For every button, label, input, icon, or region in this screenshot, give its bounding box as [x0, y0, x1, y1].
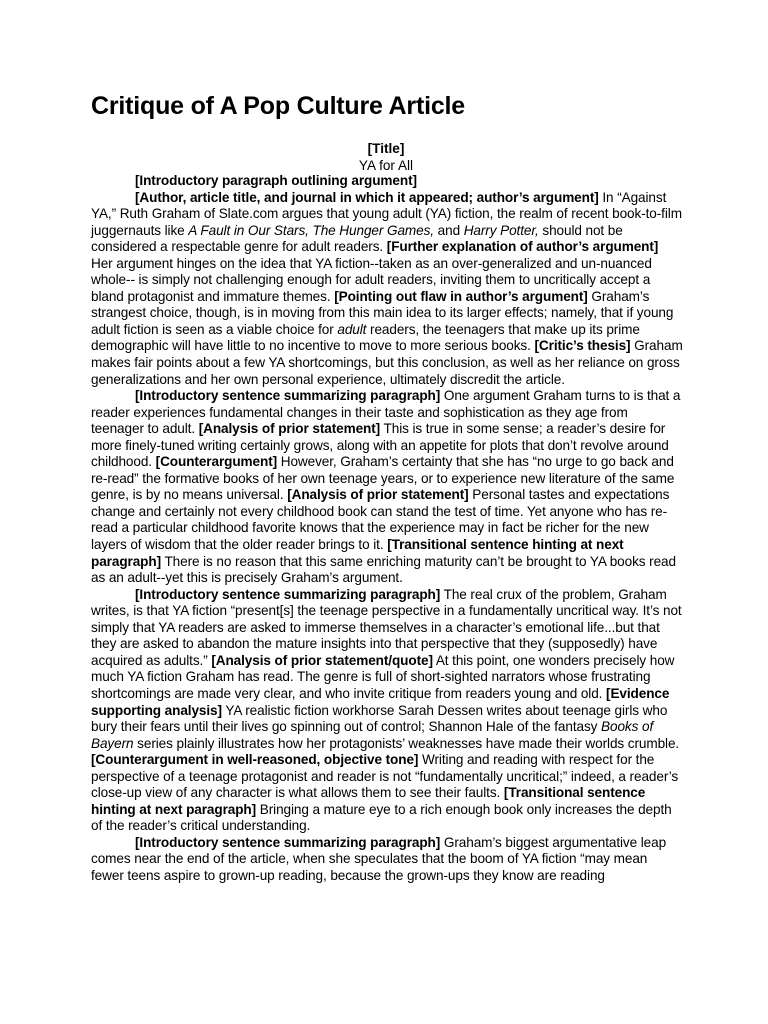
tag: [Counterargument in well-reasoned, objective tone] — [91, 752, 419, 768]
tag: [Introductory paragraph outlining argument] — [135, 173, 417, 188]
paragraph-3 — [91, 587, 683, 835]
text: series plainly illustrates how her protagonists’ weaknesses have made their worlds crumble. — [133, 735, 680, 751]
tag: [Introductory sentence summarizing paragraph] — [135, 586, 441, 602]
text: Writing and reading with respect for the perspective of a teenage protagonist and reader is not “fundamentally uncritical;” indeed, a reader’s close-up view of any character is what allows them to see their faults. — [91, 752, 679, 801]
text: should not be considered a respectable genre for adult readers. — [91, 222, 623, 255]
text: and — [433, 222, 464, 238]
intro-heading — [91, 173, 683, 190]
paragraph-1 — [91, 190, 683, 389]
tag: [Author, article title, and journal in which it appeared; author’s argument] — [135, 189, 599, 205]
text: readers, the teenagers that make up its prime demographic will have little to no incentive to move to more serious books. — [91, 321, 640, 354]
italic-text: Books of Bayern — [91, 719, 654, 751]
tag: [Pointing out flaw in author’s argument] — [334, 288, 588, 304]
paragraph-4 — [91, 835, 683, 885]
essay-title: YA for All — [358, 157, 414, 173]
paragraph-2 — [91, 388, 683, 587]
tag: [Further explanation of author’s argument] — [386, 239, 659, 255]
text: Graham makes fair points about a few YA shortcomings, but this conclusion, as well as her reliance on gross generalizations and her own personal experience, ultimately discredit the article. — [91, 338, 683, 387]
italic-text: Harry Potter, — [463, 222, 539, 238]
title-tag: [Title] — [367, 141, 405, 156]
essay-body — [91, 173, 683, 885]
tag: [Analysis of prior statement] — [198, 421, 381, 437]
text: There is no reason that this same enriching maturity can’t be brought to YA books read as an adult--yet this is precisely Graham’s argument. — [91, 553, 676, 586]
text: YA realistic fiction workhorse Sarah Dessen writes about teenage girls who bury their fears until their lives go spinning out of control; Shannon Hale of the fantasy — [91, 702, 668, 735]
text: One argument Graham turns to is that a reader experiences fundamental changes in their taste and sophistication as they age from teenager to adult. — [91, 388, 681, 437]
document-title: Critique of A Pop Culture Article — [91, 92, 465, 120]
text: Bringing a mature eye to a rich enough book only increases the depth of the reader’s critical understanding. — [91, 801, 672, 834]
italic-text: adult — [337, 321, 367, 337]
title-block — [91, 141, 681, 174]
tag: [Analysis of prior statement] — [287, 487, 469, 503]
tag: [Evidence supporting analysis] — [91, 685, 670, 718]
tag: [Critic’s thesis] — [534, 338, 631, 354]
tag: [Introductory sentence summarizing paragraph] — [135, 834, 441, 850]
text: However, Graham’s certainty that she has “no urge to go back and re-read” the formative books of her own teenage years, or to experience new literature of the same genre, is by no means universal. — [91, 454, 675, 503]
text: The real crux of the problem, Graham writes, is that YA fiction “present[s] the teenage perspective in a fundamentally uncritical way. It’s not simply that YA readers are asked to immerse themselves in a character’s emotional life...but that they are asked to abandon the mature insights into that perspective that they (supposedly) have acquired as adults.” — [91, 586, 682, 668]
text: This is true in some sense; a reader’s desire for more finely-tuned writing certainly grows, along with an appetite for plots that don’t revolve around childhood. — [91, 421, 669, 470]
tag: [Introductory sentence summarizing paragraph] — [135, 388, 441, 404]
tag: [Analysis of prior statement/quote] — [211, 652, 433, 668]
text: In “Against YA,” Ruth Graham of Slate.com argues that young adult (YA) fiction, the realm of recent book-to-film juggernauts like — [91, 189, 682, 238]
italic-text: A Fault in Our Stars, The Hunger Games, — [188, 222, 434, 238]
text: Her argument hinges on the idea that YA fiction--taken as an over-generalized and un-nuanced whole-- is simply not challenging enough for adult readers, inviting them to uncritically accept a bland protagonist and immature themes. — [91, 255, 652, 304]
tag: [Transitional sentence hinting at next paragraph] — [91, 537, 624, 569]
tag: [Transitional sentence hinting at next paragraph] — [91, 785, 646, 817]
text: Graham’s biggest argumentative leap comes near the end of the article, when she speculates that the boom of YA fiction “may mean fewer teens aspire to grown-up reading, because the grown-ups they know are reading — [91, 834, 667, 883]
text: At this point, one wonders precisely how much YA fiction Graham has read. The genre is full of short-sighted narrators whose frustrating shortcomings are made very clear, and who invite critique from readers young and old. — [91, 652, 675, 701]
text: Personal tastes and expectations change and certainly not every childhood book can stand the test of time. Yet anyone who has re-read a particular childhood favorite knows that the experience may in fact be richer for the new layers of wisdom that the older reader brings to it. — [91, 487, 670, 553]
tag: [Counterargument] — [155, 454, 278, 470]
text: Graham’s strangest choice, though, is in moving from this main idea to its larger effects; namely, that if young adult fiction is seen as a viable choice for — [91, 288, 674, 337]
